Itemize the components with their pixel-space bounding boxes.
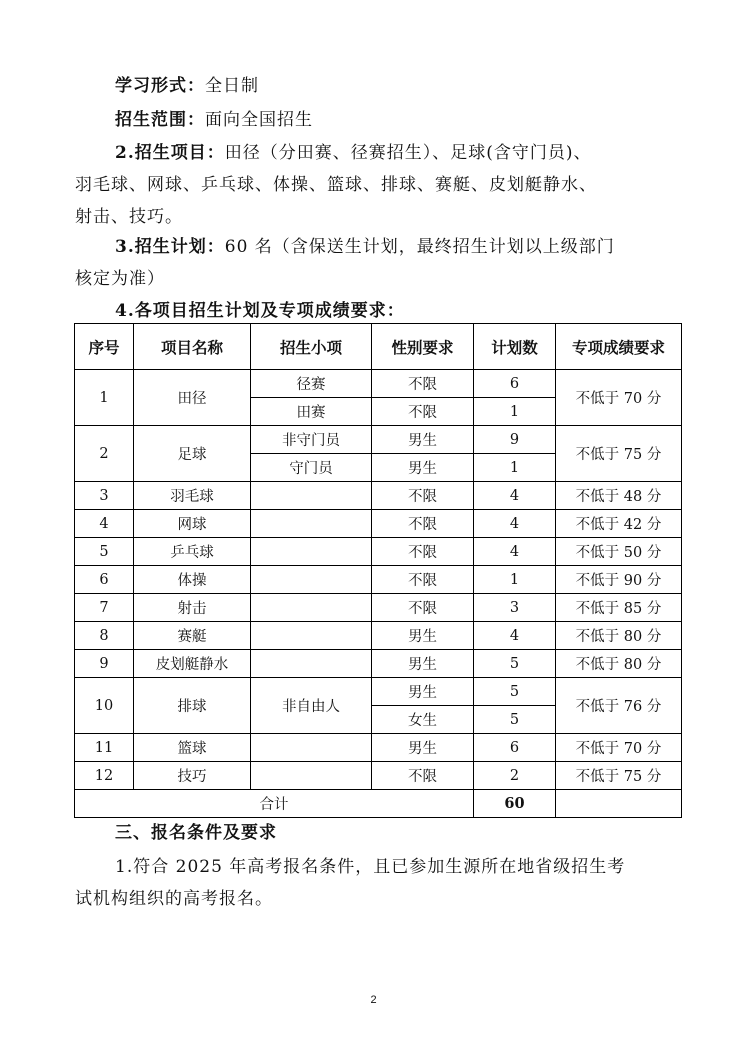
cell-name: 排球: [134, 678, 251, 734]
cell-gender: 女生: [372, 706, 474, 734]
table-row: [75, 482, 682, 510]
page-number: 2: [370, 994, 377, 1006]
cell-gender: 男生: [372, 734, 474, 762]
cell-name: 羽毛球: [134, 482, 251, 510]
cell-sub: 田赛: [251, 398, 372, 426]
table-row: [75, 370, 682, 398]
cell-no: 6: [75, 566, 134, 594]
cell-count: 3: [474, 594, 556, 622]
cell-gender: 男生: [372, 426, 474, 454]
enrollment-items-label: 2.招生项目：: [115, 143, 225, 163]
cell-count: 1: [474, 454, 556, 482]
study-mode-label: 学习形式：: [115, 76, 205, 96]
cell-requirement: 不低于 50 分: [556, 538, 682, 566]
table-header-row: [75, 324, 682, 370]
study-mode-value: 全日制: [205, 76, 259, 96]
table-row: [75, 594, 682, 622]
cell-count: 2: [474, 762, 556, 790]
cell-name: 皮划艇静水: [134, 650, 251, 678]
cell-sub: [251, 566, 372, 594]
cell-sub: 径赛: [251, 370, 372, 398]
cell-sub: [251, 650, 372, 678]
cell-requirement: 不低于 76 分: [556, 678, 682, 734]
cell-count: 4: [474, 538, 556, 566]
cell-count: 4: [474, 510, 556, 538]
cell-name: 赛艇: [134, 622, 251, 650]
cell-count: 6: [474, 734, 556, 762]
table-row: [75, 538, 682, 566]
cell-name: 篮球: [134, 734, 251, 762]
cell-gender: 不限: [372, 398, 474, 426]
cell-gender: 男生: [372, 622, 474, 650]
cell-gender: 不限: [372, 566, 474, 594]
cell-no: 10: [75, 678, 134, 734]
cell-no: 3: [75, 482, 134, 510]
cell-no: 9: [75, 650, 134, 678]
cell-sub: [251, 734, 372, 762]
cell-requirement: 不低于 70 分: [556, 734, 682, 762]
cell-no: 11: [75, 734, 134, 762]
table-row: [75, 566, 682, 594]
cell-gender: 男生: [372, 678, 474, 706]
cell-name: 足球: [134, 426, 251, 482]
cell-count: 9: [474, 426, 556, 454]
enrollment-plan-table: [74, 323, 682, 818]
cell-name: 体操: [134, 566, 251, 594]
cell-sub: 非自由人: [251, 678, 372, 734]
section-3-heading: 三、报名条件及要求: [115, 823, 277, 843]
table-row: [75, 678, 682, 706]
cell-count: 5: [474, 706, 556, 734]
table-row: [75, 650, 682, 678]
cell-count: 6: [474, 370, 556, 398]
cell-gender: 不限: [372, 370, 474, 398]
cell-count: 5: [474, 650, 556, 678]
cell-name: 田径: [134, 370, 251, 426]
table-row: [75, 734, 682, 762]
cell-requirement: 不低于 80 分: [556, 650, 682, 678]
cell-requirement: 不低于 80 分: [556, 622, 682, 650]
enrollment-items-line2: 羽毛球、网球、乒乓球、体操、篮球、排球、赛艇、皮划艇静水、: [75, 175, 597, 195]
cell-requirement: 不低于 75 分: [556, 426, 682, 482]
cell-count: 4: [474, 482, 556, 510]
cell-count: 5: [474, 678, 556, 706]
cell-gender: 男生: [372, 454, 474, 482]
cell-gender: 不限: [372, 762, 474, 790]
enrollment-items-line3: 射击、技巧。: [75, 207, 183, 227]
header-sub-item: 招生小项: [251, 324, 372, 370]
cell-no: 7: [75, 594, 134, 622]
cell-sub: [251, 622, 372, 650]
total-label: 合计: [75, 790, 474, 818]
cell-requirement: 不低于 75 分: [556, 762, 682, 790]
cell-sub: [251, 482, 372, 510]
cell-sub: [251, 510, 372, 538]
cell-requirement: 不低于 85 分: [556, 594, 682, 622]
plan-table-heading: 4.各项目招生计划及专项成绩要求：: [115, 301, 405, 321]
cell-no: 4: [75, 510, 134, 538]
enrollment-plan-text1: 60 名（含保送生计划，最终招生计划以上级部门: [224, 237, 615, 257]
cell-requirement: 不低于 48 分: [556, 482, 682, 510]
cell-sub: 守门员: [251, 454, 372, 482]
enrollment-plan-line2: 核定为准）: [75, 269, 165, 289]
enrollment-scope-value: 面向全国招生: [205, 110, 313, 130]
cell-requirement: 不低于 90 分: [556, 566, 682, 594]
cell-no: 5: [75, 538, 134, 566]
cell-name: 网球: [134, 510, 251, 538]
cell-gender: 不限: [372, 594, 474, 622]
cell-count: 1: [474, 566, 556, 594]
cell-name: 射击: [134, 594, 251, 622]
cell-sub: [251, 762, 372, 790]
enrollment-scope-label: 招生范围：: [115, 110, 205, 130]
cell-no: 12: [75, 762, 134, 790]
header-plan-count: 计划数: [474, 324, 556, 370]
header-no: 序号: [75, 324, 134, 370]
cell-gender: 不限: [372, 538, 474, 566]
table-row: [75, 510, 682, 538]
cell-count: 1: [474, 398, 556, 426]
header-item-name: 项目名称: [134, 324, 251, 370]
cell-gender: 不限: [372, 482, 474, 510]
table-row: [75, 426, 682, 454]
cell-no: 1: [75, 370, 134, 426]
cell-gender: 不限: [372, 510, 474, 538]
cell-sub: [251, 594, 372, 622]
cell-name: 乒乓球: [134, 538, 251, 566]
enrollment-items-text1: 田径（分田赛、径赛招生）、足球(含守门员)、: [224, 143, 592, 163]
cell-count: 4: [474, 622, 556, 650]
section-3-line2: 试机构组织的高考报名。: [75, 889, 273, 909]
cell-requirement: 不低于 42 分: [556, 510, 682, 538]
header-gender: 性别要求: [372, 324, 474, 370]
cell-sub: [251, 538, 372, 566]
cell-no: 8: [75, 622, 134, 650]
enrollment-plan-label: 3.招生计划：: [115, 237, 225, 257]
cell-requirement: 不低于 70 分: [556, 370, 682, 426]
section-3-line1: 1.符合 2025 年高考报名条件，且已参加生源所在地省级招生考: [115, 857, 626, 877]
header-score-requirement: 专项成绩要求: [556, 324, 682, 370]
cell-sub: 非守门员: [251, 426, 372, 454]
enrollment-plan-line1: [75, 230, 720, 264]
total-empty-cell: [556, 790, 682, 818]
total-value: 60: [474, 790, 556, 818]
study-mode-paragraph: [75, 69, 720, 103]
table-row: [75, 762, 682, 790]
table-total-row: [75, 790, 682, 818]
cell-no: 2: [75, 426, 134, 482]
enrollment-items-line1: [75, 136, 720, 170]
enrollment-scope-paragraph: [75, 103, 720, 137]
table-row: [75, 622, 682, 650]
cell-gender: 男生: [372, 650, 474, 678]
cell-name: 技巧: [134, 762, 251, 790]
